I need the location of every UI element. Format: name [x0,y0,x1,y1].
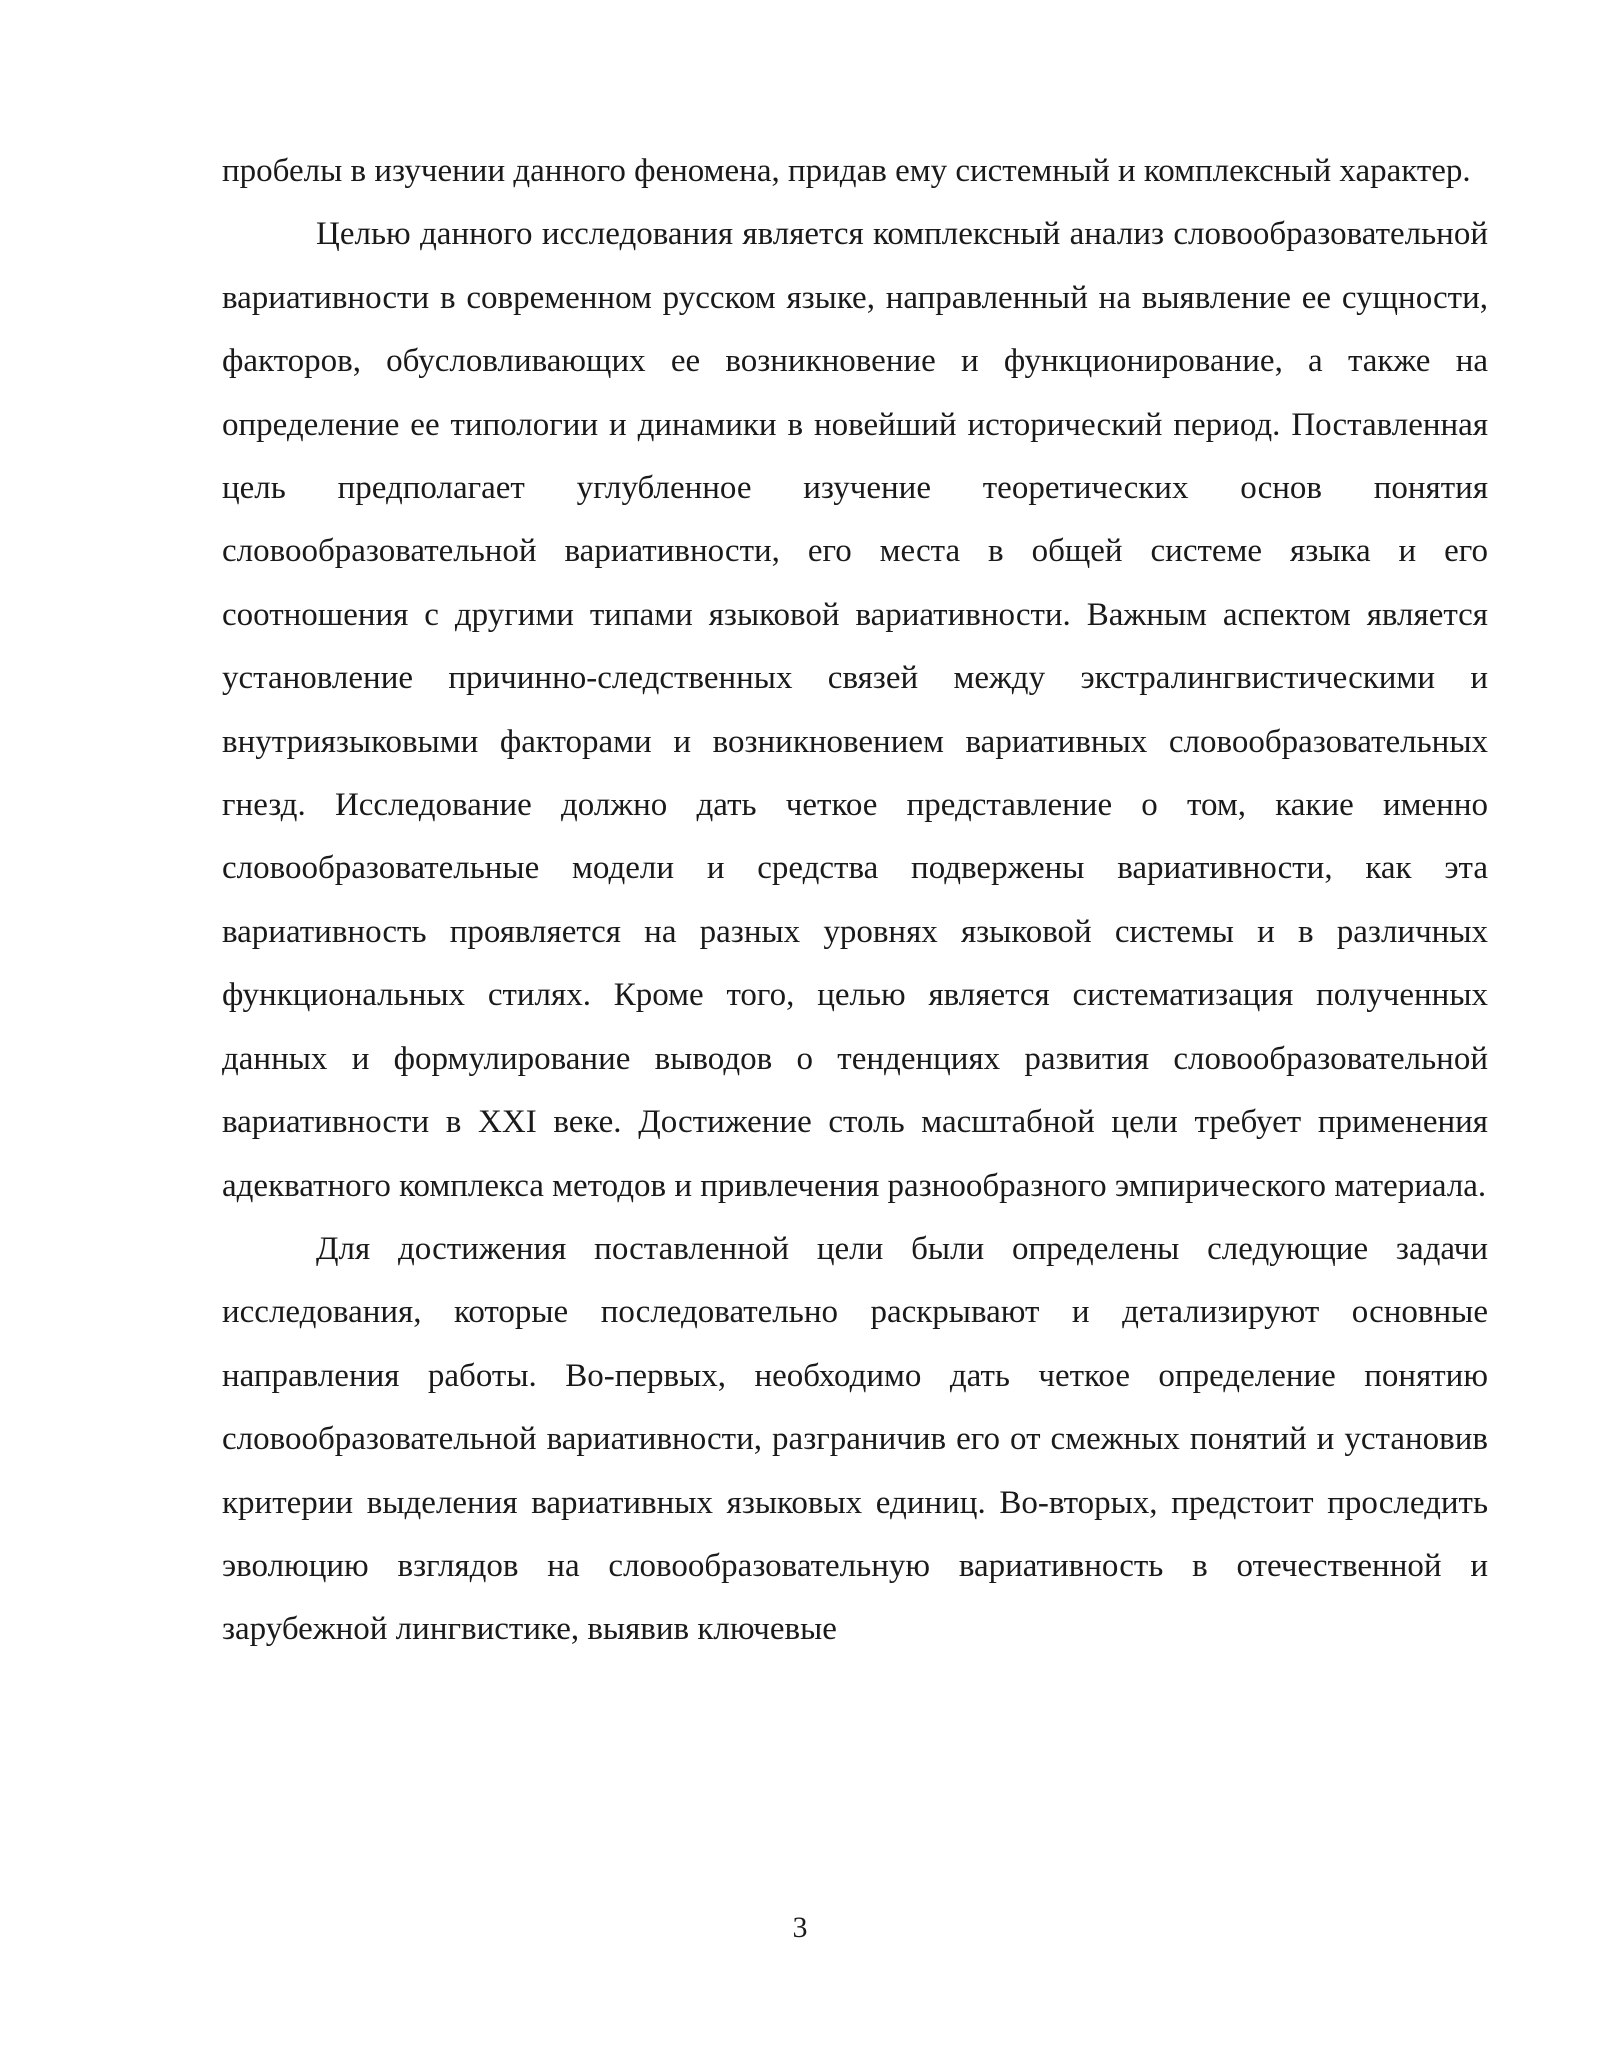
paragraph-continuation: пробелы в изучении данного феномена, придав ему системный и комплексный характер. [222,153,1471,189]
paragraph-research-tasks: Для достижения поставленной цели были определены следующие задачи исследования, которые последовательно раскрывают и детализируют основные направления работы. Во-первых, необходимо дать четкое определение понятию словообразовательной вариативности, разграничив его от смежных понятий и установив критерии выделения вариативных языковых единиц. Во-вторых, предстоит проследить эволюцию взглядов на словообразовательную вариативность в отечественной и зарубежной лингвистике, выявив ключевые [222,1230,1488,1648]
paragraph-research-goal: Целью данного исследования является комплексный анализ словообразовательной вариативности в современном русском языке, направленный на выявление ее сущности, факторов, обусловливающих ее возникновение и функционирование, а также на определение ее типологии и динамики в новейший исторический период. Поставленная цель предполагает углубленное изучение теоретических основ понятия словообразовательной вариативности, его места в общей системе языка и его соотношения с другими типами языковой вариативности. Важным аспектом является установление причинно-следственных связей между экстралингвистическими и внутриязыковыми факторами и возникновением вариативных словообразовательных гнезд. Исследование должно дать четкое представление о том, какие именно словообразовательные модели и средства подвержены вариативности, как эта вариативность проявляется на разных уровнях языковой системы и в различных функциональных стилях. Кроме того, целью является систематизация полученных данных и формулирование выводов о тенденциях развития словообразовательной вариативности в XXI веке. Достижение столь масштабной цели требует применения адекватного комплекса методов и привлечения разнообразного эмпирического материала. [222,216,1488,1204]
page-number: 3 [792,1911,808,1944]
body-text [222,140,1488,1662]
